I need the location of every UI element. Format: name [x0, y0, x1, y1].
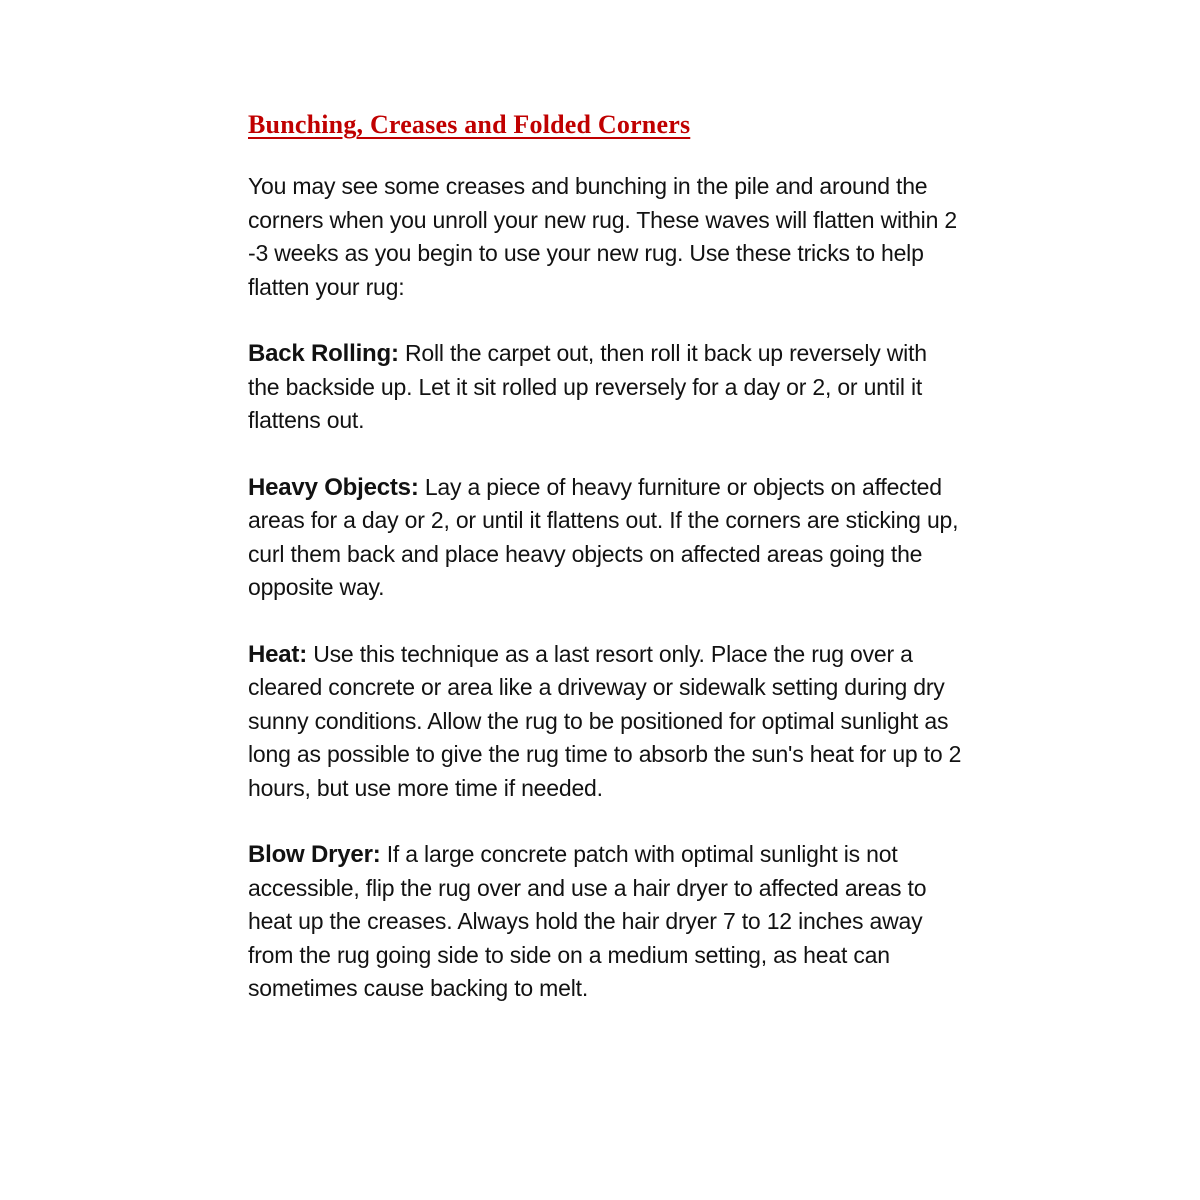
section-heat-text: Use this technique as a last resort only. Place the rug over a cleared concrete or area like a driveway or sidewalk setting during dry sunny conditions. Allow the rug to be positioned for optimal sunlight as long as possible to give the rug time to absorb the sun's heat for up to 2 hours, but use more time if needed. [248, 640, 962, 801]
section-heat-label: Heat: [248, 640, 308, 668]
document-page [248, 110, 962, 1006]
section-blow-dryer [248, 838, 962, 1006]
section-back-rolling-text: Roll the carpet out, then roll it back up reversely with the backside up. Let it sit rolled up reversely for a day or 2, or until it flattens out. [248, 340, 927, 433]
section-blow-dryer-text: If a large concrete patch with optimal sunlight is not accessible, flip the rug over and use a hair dryer to affected areas to heat up the creases. Always hold the hair dryer 7 to 12 inches away from the rug going side to side on a medium setting, as heat can sometimes cause backing to melt. [248, 841, 927, 1001]
section-heavy-objects-label: Heavy Objects: [248, 473, 419, 501]
intro-paragraph: You may see some creases and bunching in the pile and around the corners when you unroll your new rug. These waves will flatten within 2 -3 weeks as you begin to use your new rug. Use these tricks to help flatten your rug: [248, 173, 957, 300]
section-blow-dryer-label: Blow Dryer: [248, 841, 381, 868]
page-title: Bunching, Creases and Folded Corners [248, 110, 691, 139]
section-back-rolling [248, 337, 962, 438]
section-heat [248, 638, 962, 806]
section-back-rolling-label: Back Rolling: [248, 340, 399, 367]
section-heavy-objects [248, 471, 962, 605]
section-heavy-objects-text: Lay a piece of heavy furniture or objects on affected areas for a day or 2, or until it flattens out. If the corners are sticking up, curl them back and place heavy objects on affected areas going the opposite way. [248, 473, 959, 600]
